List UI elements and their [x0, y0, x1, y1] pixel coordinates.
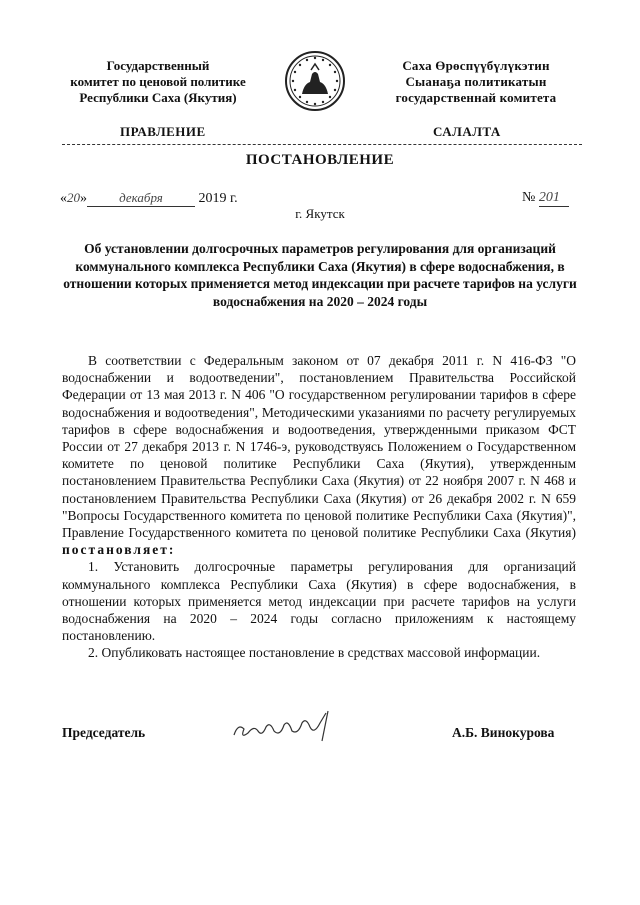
- coat-of-arms-emblem-icon: [284, 50, 346, 112]
- number-label: №: [522, 190, 536, 205]
- board-label-ru: ПРАВЛЕНИЕ: [120, 124, 206, 139]
- body-paragraph: [62, 352, 576, 558]
- date-month-handwritten: декабря: [87, 190, 195, 207]
- body-paragraph: 2. Опубликовать настоящее постановление в средствах массовой информации.: [88, 645, 541, 661]
- resolve-word: постановляет:: [62, 542, 176, 558]
- signatory-role: Председатель: [62, 725, 146, 740]
- header-divider: [62, 144, 582, 145]
- number-value-handwritten: 201: [539, 190, 569, 207]
- date-close-quote: »: [80, 191, 87, 206]
- header-right-line: Саха Өрөспүүбүлүкэтин: [402, 58, 550, 73]
- board-label-sakha: САЛАЛТА: [433, 124, 501, 139]
- document-body: [62, 352, 576, 662]
- document-number: [522, 190, 569, 207]
- header-left-org: [58, 58, 258, 106]
- header-right-org: [376, 58, 576, 106]
- document-date: [60, 190, 238, 207]
- document-subject: Об установлении долгосрочных параметров регулирования для организаций коммунального комплекса Республики Саха (Якутия) в сфере водоснабжения, в отношении которых применяется метод индексации при расчете тарифов на услуги водоснабжения на 2020 – 2024 годы: [63, 241, 577, 309]
- signatory-name: А.Б. Винокурова: [452, 725, 555, 740]
- body-paragraph: 1. Установить долгосрочные параметры регулирования для организаций коммунального комплекса Республики Саха (Якутия) в сфере водоснабжения, в отношении которых применяется метод индексации при расчете тарифов на услуги водоснабжения на 2020 – 2024 годы согласно приложениям к настоящему постановлению.: [62, 559, 576, 644]
- header-right-line: государственнай комитета: [395, 90, 557, 105]
- date-day-handwritten: 20: [67, 190, 80, 205]
- header-left-line: Государственный: [106, 58, 210, 73]
- date-year: 2019 г.: [198, 191, 238, 206]
- document-city: г. Якутск: [295, 206, 345, 221]
- header-left-line: Республики Саха (Якутия): [79, 90, 237, 105]
- header-left-line: комитет по ценовой политике: [70, 74, 246, 89]
- document-title: ПОСТАНОВЛЕНИЕ: [245, 152, 395, 168]
- date-open-quote: «: [60, 191, 67, 206]
- body-paragraph-text: В соответствии с Федеральным законом от 07 декабря 2011 г. N 416-ФЗ "О водоснабжении и водоотведении", постановлением Правительства Российской Федерации от 13 мая 2013 г. N 406 "О государственном регулировании тарифов в сфере водоснабжения и водоотведения", Методическими указаниями по расчету регулируемых тарифов в сфере водоснабжения и водоотведения, утвержденными приказом ФСТ России от 27 декабря 2013 г. N 1746-э, руководствуясь Положением о Государственном комитете по ценовой политике Республики Саха (Якутия), утвержденным постановлением Правительства Республики Саха (Якутия) от 22 ноября 2007 г. N 468 и постановлением Правительства Республики Саха (Якутия) от 26 декабря 2002 г. N 659 "Вопросы Государственного комитета по ценовой политике Республики Саха (Якутия)", Правление Государственного комитета по ценовой политике Республики Саха (Якутия): [62, 353, 576, 541]
- header-right-line: Сыанаҕа политикатын: [405, 74, 547, 89]
- handwritten-signature-icon: [228, 705, 348, 745]
